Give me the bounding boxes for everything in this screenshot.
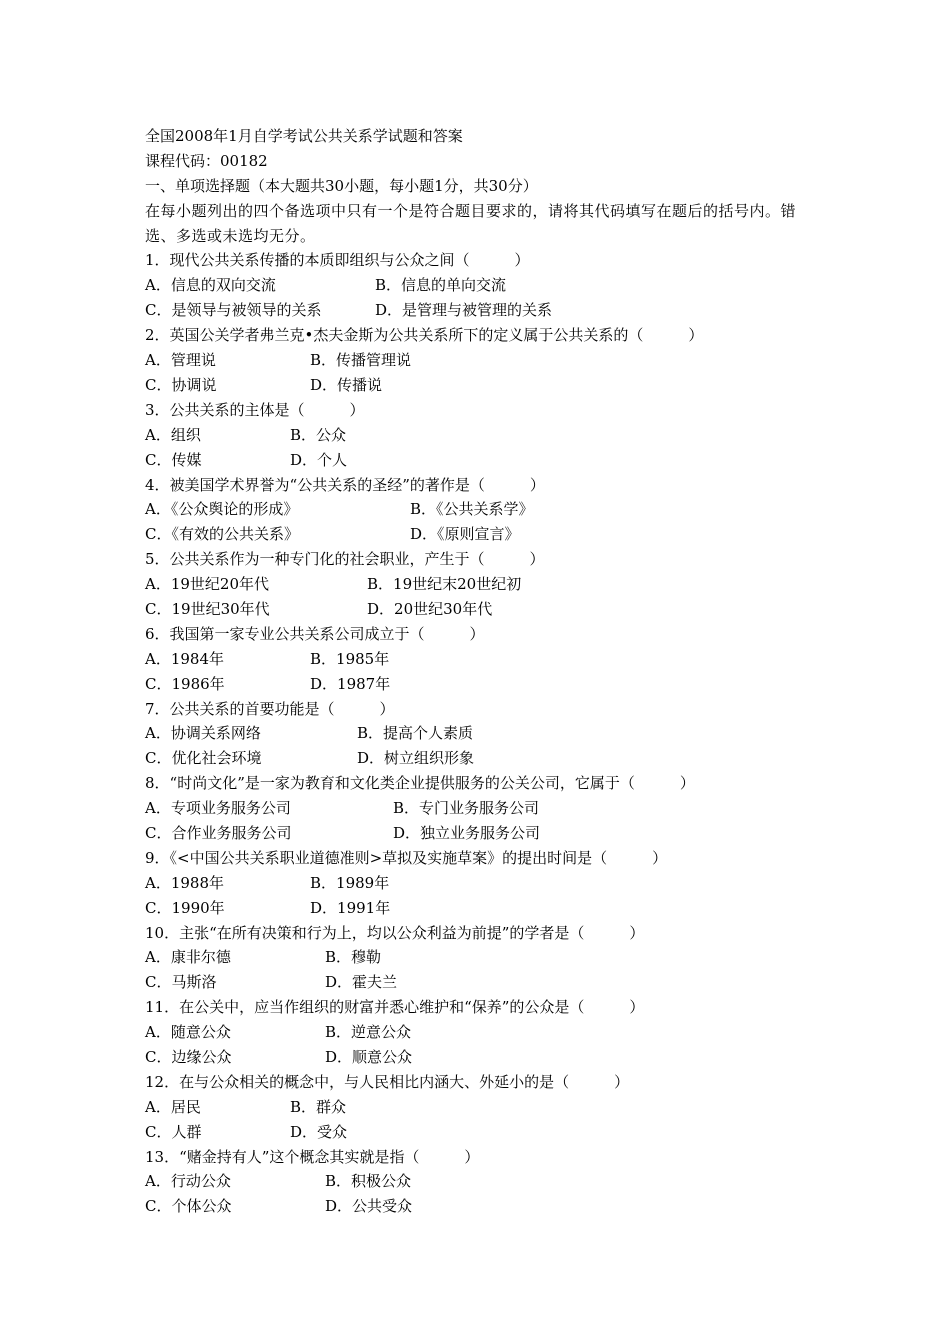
answer-option: D．顺意公众 [325, 1047, 413, 1066]
answer-option: D．1991年 [310, 898, 391, 917]
answer-option: A．1988年 [145, 873, 225, 892]
answer-option: B．提高个人素质 [357, 724, 474, 743]
answer-option: B．逆意公众 [325, 1023, 412, 1042]
option-row [145, 448, 815, 473]
answer-option: C．1990年 [145, 898, 225, 917]
question-stem: 13．“赌金持有人”这个概念其实就是指（ ） [145, 1147, 480, 1166]
question-block [145, 921, 815, 996]
question-block [145, 473, 815, 548]
option-row [145, 721, 815, 746]
answer-option: A．协调关系网络 [145, 724, 261, 743]
exam-document [145, 124, 815, 1219]
answer-option: A．组织 [145, 425, 201, 444]
question-stem: 7．公共关系的首要功能是（ ） [145, 699, 395, 718]
question-stem: 3．公共关系的主体是（ ） [145, 400, 365, 419]
answer-option: C．19世纪30年代 [145, 599, 270, 618]
answer-option: A．1984年 [145, 649, 225, 668]
answer-option: C．协调说 [145, 375, 217, 394]
option-row [145, 1120, 815, 1145]
option-row [145, 1095, 815, 1120]
question-stem: 5．公共关系作为一种专门化的社会职业，产生于（ ） [145, 550, 545, 569]
answer-option: D．是管理与被管理的关系 [375, 301, 553, 320]
answer-option: D．树立组织形象 [357, 749, 475, 768]
answer-option: A．行动公众 [145, 1172, 231, 1191]
option-row [145, 1045, 815, 1070]
question-stem: 2．英国公关学者弗兰克•杰夫金斯为公共关系所下的定义属于公共关系的（ ） [145, 326, 704, 345]
answer-option: B．1989年 [310, 873, 390, 892]
option-row [145, 572, 815, 597]
question-list [145, 248, 815, 1219]
answer-option: D．传播说 [310, 375, 383, 394]
answer-option: D．霍夫兰 [325, 973, 398, 992]
answer-option: B．群众 [290, 1097, 347, 1116]
answer-option: A．康非尔德 [145, 948, 231, 967]
option-row [145, 298, 815, 323]
question-stem: 12．在与公众相关的概念中，与人民相比内涵大、外延小的是（ ） [145, 1072, 630, 1091]
option-row [145, 672, 815, 697]
answer-option: A．信息的双向交流 [145, 276, 276, 295]
question-block [145, 1145, 815, 1220]
answer-option: A．管理说 [145, 351, 216, 370]
option-row [145, 373, 815, 398]
option-row [145, 1020, 815, 1045]
option-row [145, 647, 815, 672]
question-block [145, 248, 815, 323]
answer-option: B．公众 [290, 425, 347, 444]
answer-option: D．独立业务服务公司 [393, 823, 541, 842]
option-row [145, 945, 815, 970]
option-row [145, 348, 815, 373]
option-row [145, 1194, 815, 1219]
course-code: 课程代码：00182 [145, 151, 268, 170]
question-stem: 4．被美国学术界誉为“公共关系的圣经”的著作是（ ） [145, 475, 545, 494]
section-heading: 一、单项选择题（本大题共30小题，每小题1分，共30分） [145, 176, 538, 195]
question-block [145, 547, 815, 622]
option-row [145, 1169, 815, 1194]
answer-option: A．居民 [145, 1097, 201, 1116]
answer-option: B．传播管理说 [310, 351, 412, 370]
answer-option: B．信息的单向交流 [375, 276, 507, 295]
option-row [145, 597, 815, 622]
question-block [145, 697, 815, 772]
answer-option: C．个体公众 [145, 1197, 232, 1216]
answer-option: C．传媒 [145, 450, 202, 469]
question-block [145, 846, 815, 921]
question-block [145, 771, 815, 846]
answer-option: D．个人 [290, 450, 348, 469]
question-block [145, 323, 815, 398]
answer-option: C．优化社会环境 [145, 749, 262, 768]
question-stem: 6．我国第一家专业公共关系公司成立于（ ） [145, 624, 485, 643]
answer-option: D．《原则宣言》 [410, 525, 520, 544]
answer-option: C．1986年 [145, 674, 225, 693]
answer-option: B．《公共关系学》 [410, 500, 534, 519]
option-row [145, 273, 815, 298]
answer-option: C．是领导与被领导的关系 [145, 301, 322, 320]
answer-option: D．20世纪30年代 [367, 599, 493, 618]
answer-option: A．《公众舆论的形成》 [145, 500, 299, 519]
answer-option: C．《有效的公共关系》 [145, 525, 299, 544]
answer-option: B．穆勒 [325, 948, 382, 967]
answer-option: D．公共受众 [325, 1197, 413, 1216]
answer-option: A．随意公众 [145, 1023, 231, 1042]
option-row [145, 746, 815, 771]
question-block [145, 398, 815, 473]
question-block [145, 995, 815, 1070]
option-row [145, 497, 815, 522]
answer-option: C．人群 [145, 1122, 202, 1141]
answer-option: C．合作业务服务公司 [145, 823, 292, 842]
option-row [145, 871, 815, 896]
answer-option: C．边缘公众 [145, 1047, 232, 1066]
question-stem: 9．《<中国公共关系职业道德准则>草拟及实施草案》的提出时间是（ ） [145, 848, 668, 867]
option-row [145, 522, 815, 547]
option-row [145, 796, 815, 821]
answer-option: B．19世纪末20世纪初 [367, 575, 522, 594]
answer-option: B．积极公众 [325, 1172, 412, 1191]
option-row [145, 970, 815, 995]
option-row [145, 423, 815, 448]
answer-option: B．1985年 [310, 649, 390, 668]
option-row [145, 821, 815, 846]
question-stem: 10．主张“在所有决策和行为上，均以公众利益为前提”的学者是（ ） [145, 923, 645, 942]
option-row [145, 896, 815, 921]
answer-option: B．专门业务服务公司 [393, 799, 540, 818]
instructions: 在每小题列出的四个备选项中只有一个是符合题目要求的，请将其代码填写在题后的括号内。错选、多选或未选均无分。 [145, 201, 797, 245]
answer-option: C．马斯洛 [145, 973, 217, 992]
question-block [145, 1070, 815, 1145]
doc-title: 全国2008年1月自学考试公共关系学试题和答案 [145, 127, 463, 145]
question-stem: 8．“时尚文化”是一家为教育和文化类企业提供服务的公关公司，它属于（ ） [145, 774, 695, 793]
answer-option: D．1987年 [310, 674, 391, 693]
question-stem: 1．现代公共关系传播的本质即组织与公众之间（ ） [145, 251, 530, 270]
answer-option: A．19世纪20年代 [145, 575, 270, 594]
answer-option: D．受众 [290, 1122, 348, 1141]
question-stem: 11．在公关中，应当作组织的财富并悉心维护和“保养”的公众是（ ） [145, 998, 645, 1017]
question-block [145, 622, 815, 697]
answer-option: A．专项业务服务公司 [145, 799, 291, 818]
